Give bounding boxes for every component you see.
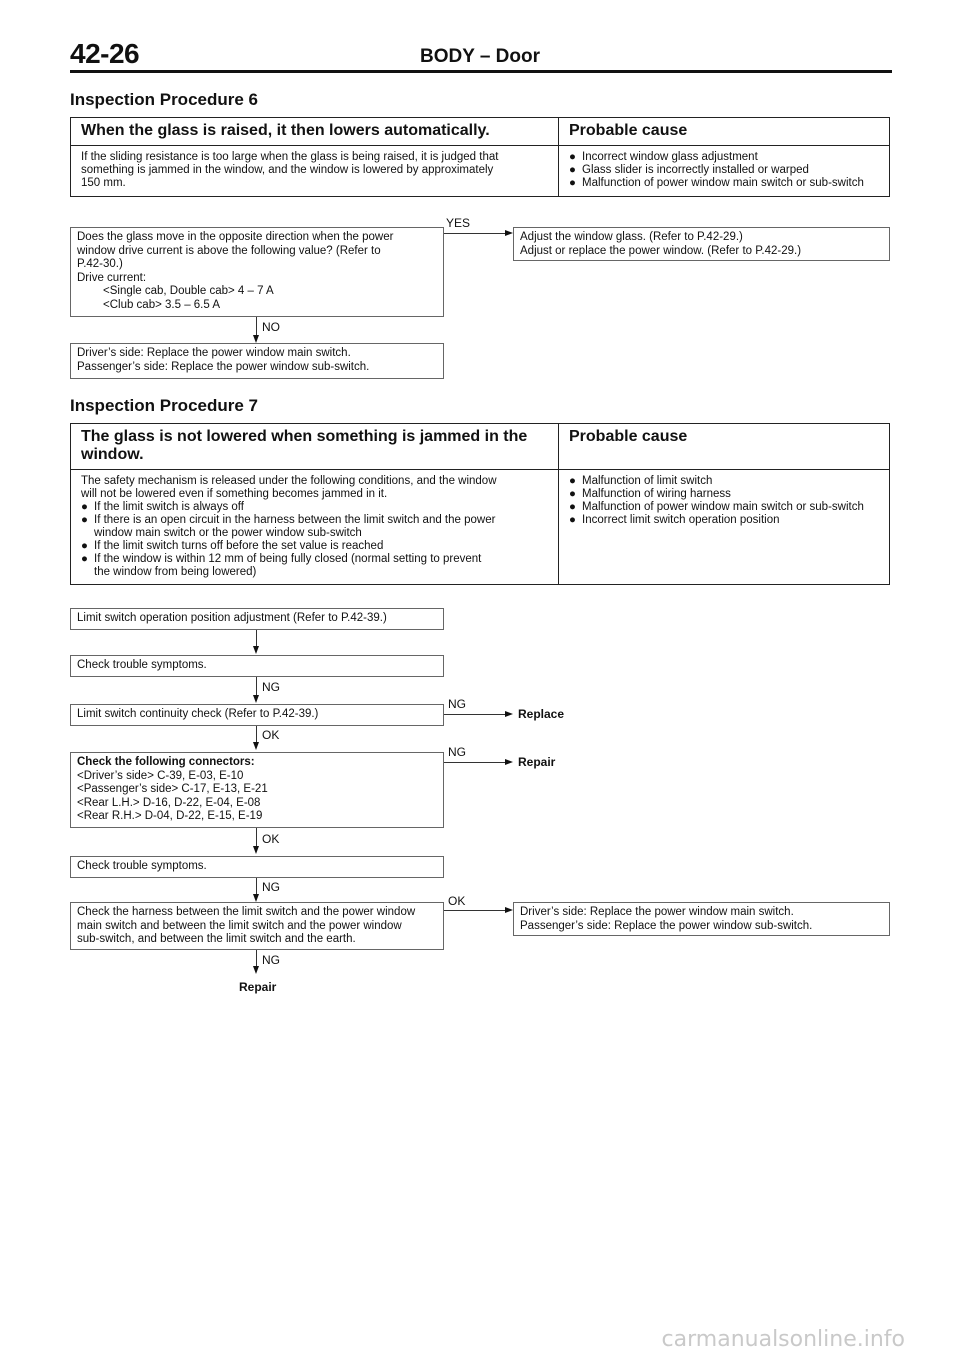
question-line: <Club cab> 3.5 – 6.5 A xyxy=(103,298,221,311)
condition-text: If there is an open circuit in the harness between the limit switch and the power xyxy=(94,514,496,526)
cause-item xyxy=(569,151,879,164)
bullet-icon: ● xyxy=(569,151,576,163)
bullet-icon: ● xyxy=(81,501,88,513)
symptom-text xyxy=(71,424,559,469)
procedure-6-table-body xyxy=(71,146,889,196)
cause-text: Malfunction of power window main switch or sub-switch xyxy=(582,501,864,513)
yes-result-box xyxy=(513,227,890,261)
description-line: If the sliding resistance is too large when the glass is being raised, it is judged that xyxy=(81,151,499,163)
yes-label: YES xyxy=(446,216,471,230)
ok-connector xyxy=(444,910,506,911)
result-line: Adjust the window glass. (Refer to P.42-29.) xyxy=(520,231,743,243)
procedure-6-heading: Inspection Procedure 6 xyxy=(70,90,258,109)
bullet-icon: ● xyxy=(569,177,576,189)
connector-check-box xyxy=(70,752,444,828)
ok-label: OK xyxy=(448,894,466,908)
bullet-icon: ● xyxy=(81,540,88,552)
question-box xyxy=(70,227,444,317)
flow-connector xyxy=(256,828,257,848)
ok-result-box xyxy=(513,902,890,936)
procedure-7-heading: Inspection Procedure 7 xyxy=(70,396,258,415)
no-connector xyxy=(256,317,257,337)
arrow-down-icon xyxy=(253,335,259,343)
condition-item xyxy=(81,514,548,540)
no-result-box xyxy=(70,343,444,379)
ng-label: NG xyxy=(262,880,280,894)
result-line: Driver’s side: Replace the power window main switch. xyxy=(77,347,351,359)
condition-text: window main switch or the power window sub-switch xyxy=(94,527,362,539)
connector-line: <Driver’s side> C-39, E-03, E-10 xyxy=(77,769,244,782)
description-line: 150 mm. xyxy=(81,177,126,189)
ng-connector xyxy=(444,762,506,763)
condition-item xyxy=(81,553,548,579)
bullet-icon: ● xyxy=(81,514,88,526)
repair-result: Repair xyxy=(239,980,277,994)
condition-text: If the limit switch is always off xyxy=(94,501,244,513)
cause-item xyxy=(569,475,879,488)
header-rule xyxy=(70,70,892,73)
procedure-7-table-header xyxy=(71,424,889,470)
harness-check-line: Check the harness between the limit switch and the power window xyxy=(77,906,416,918)
limit-switch-adjustment-box: Limit switch operation position adjustment (Refer to P.42-39.) xyxy=(70,608,444,630)
cause-list xyxy=(559,470,889,584)
result-line: Adjust or replace the power window. (Refer to P.42-29.) xyxy=(520,244,802,257)
question-line: Drive current: xyxy=(77,271,147,284)
cause-item xyxy=(569,488,879,501)
ok-label: OK xyxy=(262,832,280,846)
arrow-down-icon xyxy=(253,695,259,703)
cause-item xyxy=(569,177,879,190)
arrow-right-icon xyxy=(505,230,513,236)
continuity-check-box: Limit switch continuity check (Refer to P.42-39.) xyxy=(70,704,444,726)
arrow-down-icon xyxy=(253,894,259,902)
procedure-7-table xyxy=(70,423,890,585)
condition-item xyxy=(81,540,548,553)
harness-check-line: main switch and between the limit switch and the power window xyxy=(77,919,402,932)
bullet-icon: ● xyxy=(569,475,576,487)
result-line: Passenger’s side: Replace the power window sub-switch. xyxy=(77,360,370,373)
symptom-description xyxy=(71,146,559,196)
connector-check-title: Check the following connectors: xyxy=(77,756,255,768)
bullet-icon: ● xyxy=(569,501,576,513)
cause-item xyxy=(569,514,879,527)
symptom-line: The glass is not lowered when something is jammed in the xyxy=(81,428,528,445)
procedure-7-table-body xyxy=(71,470,889,584)
procedure-6-table xyxy=(70,117,890,197)
arrow-down-icon xyxy=(253,846,259,854)
cause-item xyxy=(569,164,879,177)
arrow-right-icon xyxy=(505,759,513,765)
question-line: <Single cab, Double cab> 4 – 7 A xyxy=(103,285,274,298)
yes-connector xyxy=(444,233,506,234)
procedure-6-table-header xyxy=(71,118,889,146)
symptom-text: When the glass is raised, it then lowers automatically. xyxy=(71,118,559,145)
symptom-line: window. xyxy=(81,446,144,463)
description-line: will not be lowered even if something becomes jammed in it. xyxy=(81,488,388,500)
check-symptoms-box: Check trouble symptoms. xyxy=(70,655,444,677)
flow-connector xyxy=(256,677,257,697)
cause-item xyxy=(569,501,879,514)
question-line: Does the glass move in the opposite direction when the power xyxy=(77,231,394,243)
ng-label: NG xyxy=(448,697,466,711)
harness-check-box xyxy=(70,902,444,950)
probable-cause-header: Probable cause xyxy=(569,122,688,139)
question-line: P.42-30.) xyxy=(77,258,123,271)
ng-connector xyxy=(444,714,506,715)
ng-label: NG xyxy=(262,680,280,694)
description-line: The safety mechanism is released under the following conditions, and the window xyxy=(81,475,497,487)
condition-item xyxy=(81,501,548,514)
question-line: window drive current is above the following value? (Refer to xyxy=(77,244,381,257)
bullet-icon: ● xyxy=(569,514,576,526)
connector-line: <Passenger’s side> C-17, E-13, E-21 xyxy=(77,783,268,796)
arrow-down-icon xyxy=(253,646,259,654)
check-symptoms-box: Check trouble symptoms. xyxy=(70,856,444,878)
bullet-icon: ● xyxy=(569,488,576,500)
page-title: BODY – Door xyxy=(419,46,540,67)
result-line: Driver’s side: Replace the power window main switch. xyxy=(520,906,794,918)
cause-text: Incorrect window glass adjustment xyxy=(582,151,758,163)
bullet-icon: ● xyxy=(81,553,88,565)
replace-result: Replace xyxy=(518,707,565,721)
arrow-down-icon xyxy=(253,742,259,750)
cause-text: Malfunction of limit switch xyxy=(582,475,713,487)
cause-text: Malfunction of power window main switch or sub-switch xyxy=(582,177,864,189)
connector-line: <Rear L.H.> D-16, D-22, E-04, E-08 xyxy=(77,796,261,809)
probable-cause-header: Probable cause xyxy=(569,428,688,445)
repair-result: Repair xyxy=(518,755,556,769)
condition-text: the window from being lowered) xyxy=(94,566,257,578)
condition-text: If the limit switch turns off before the set value is reached xyxy=(94,540,384,552)
cause-text: Incorrect limit switch operation position xyxy=(582,514,780,526)
harness-check-line: sub-switch, and between the limit switch and the earth. xyxy=(77,933,356,946)
symptom-description xyxy=(71,470,559,584)
cause-text: Malfunction of wiring harness xyxy=(582,488,731,500)
connector-line: <Rear R.H.> D-04, D-22, E-15, E-19 xyxy=(77,810,263,823)
cause-text: Glass slider is incorrectly installed or warped xyxy=(582,164,809,176)
watermark: carmanualsonline.info xyxy=(661,1327,905,1352)
no-label: NO xyxy=(262,320,280,334)
ng-label: NG xyxy=(448,745,466,759)
bullet-icon: ● xyxy=(569,164,576,176)
cause-list xyxy=(559,146,889,196)
arrow-right-icon xyxy=(505,711,513,717)
description-line: something is jammed in the window, and the window is lowered by approximately xyxy=(81,164,494,176)
result-line: Passenger’s side: Replace the power window sub-switch. xyxy=(520,919,813,932)
arrow-down-icon xyxy=(253,966,259,974)
ok-label: OK xyxy=(262,728,280,742)
ng-label: NG xyxy=(262,953,280,967)
page-number: 42-26 xyxy=(70,38,140,69)
arrow-right-icon xyxy=(505,907,513,913)
condition-text: If the window is within 12 mm of being fully closed (normal setting to prevent xyxy=(94,553,482,565)
